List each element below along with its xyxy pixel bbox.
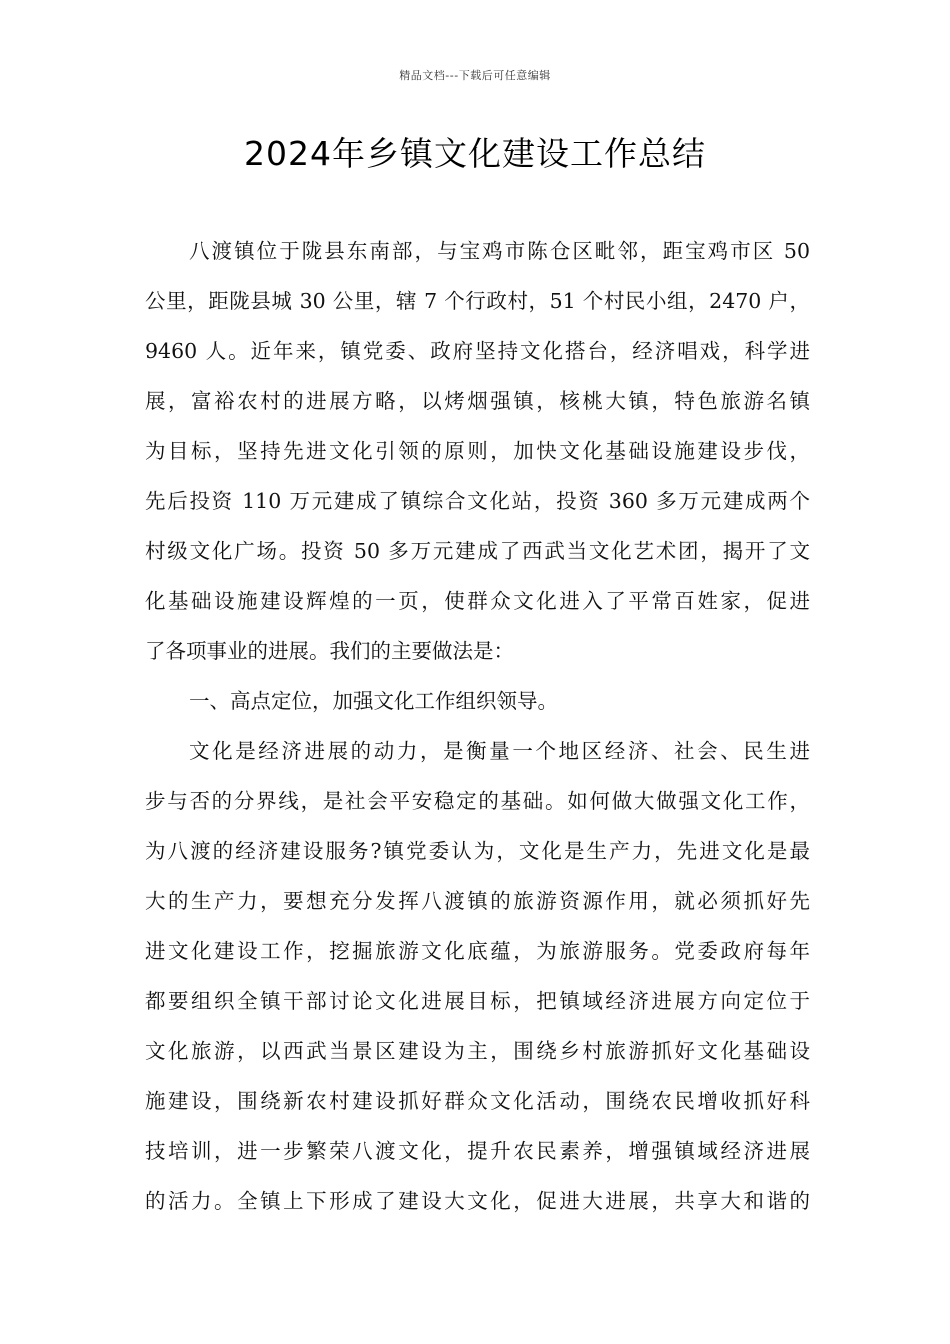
body-line: 八渡镇位于陇县东南部，与宝鸡市陈仓区毗邻，距宝鸡市区 50 (189, 239, 810, 263)
body-line: 文化旅游，以西武当景区建设为主，围绕乡村旅游抓好文化基础设 (145, 1039, 810, 1063)
body-line: 的活力。全镇上下形成了建设大文化，促进大进展，共享大和谐的 (145, 1189, 810, 1213)
body-line: 文化是经济进展的动力，是衡量一个地区经济、社会、民生进 (189, 739, 810, 763)
document-body (145, 226, 810, 1226)
body-line: 公里，距陇县城 30 公里，辖 7 个行政村，51 个村民小组，2470 户， (145, 289, 810, 313)
document-title: 2024年乡镇文化建设工作总结 (244, 134, 706, 173)
header-note: 精品文档---下载后可任意编辑 (399, 69, 551, 82)
body-line: 展，富裕农村的进展方略，以烤烟强镇，核桃大镇，特色旅游名镇 (145, 389, 810, 413)
body-line: 进文化建设工作，挖掘旅游文化底蕴，为旅游服务。党委政府每年 (145, 939, 810, 963)
body-line: 施建设，围绕新农村建设抓好群众文化活动，围绕农民增收抓好科 (145, 1089, 810, 1113)
body-line: 为八渡的经济建设服务?镇党委认为，文化是生产力，先进文化是最 (145, 839, 810, 863)
body-line: 村级文化广场。投资 50 多万元建成了西武当文化艺术团，揭开了文 (145, 539, 810, 563)
body-line: 步与否的分界线，是社会平安稳定的基础。如何做大做强文化工作， (145, 789, 810, 813)
body-line: 技培训，进一步繁荣八渡文化，提升农民素养，增强镇域经济进展 (145, 1139, 810, 1163)
body-line: 9460 人。近年来，镇党委、政府坚持文化搭台，经济唱戏，科学进 (145, 339, 810, 363)
body-line: 大的生产力，要想充分发挥八渡镇的旅游资源作用，就必须抓好先 (145, 889, 810, 913)
body-line: 化基础设施建设辉煌的一页，使群众文化进入了平常百姓家，促进 (145, 589, 810, 613)
body-line: 先后投资 110 万元建成了镇综合文化站，投资 360 多万元建成两个 (145, 489, 810, 513)
body-line: 了各项事业的进展。我们的主要做法是： (145, 639, 514, 663)
body-line: 一、高点定位，加强文化工作组织领导。 (189, 689, 558, 713)
body-line: 都要组织全镇干部讨论文化进展目标，把镇域经济进展方向定位于 (145, 989, 810, 1013)
body-line: 为目标，坚持先进文化引领的原则，加快文化基础设施建设步伐， (145, 439, 810, 463)
